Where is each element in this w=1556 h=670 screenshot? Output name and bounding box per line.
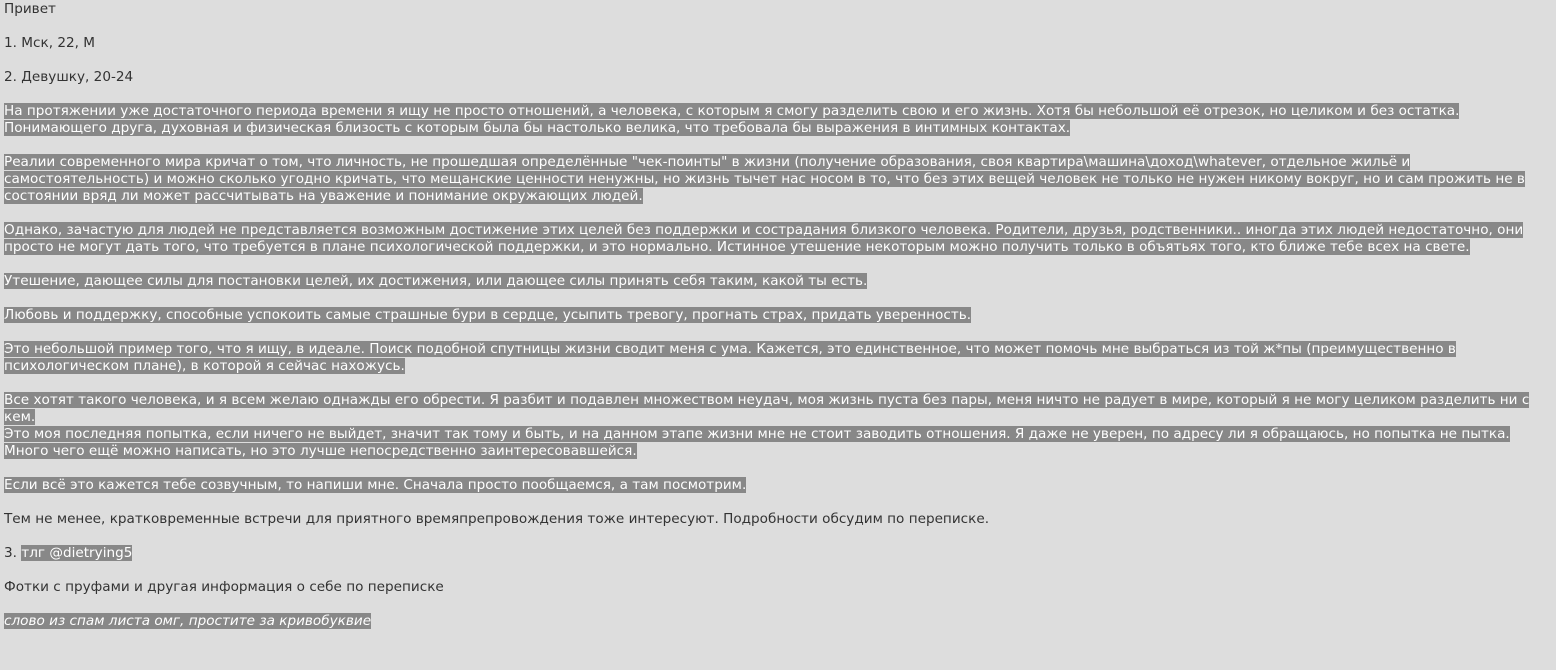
spoiler-text[interactable]: Много чего ещё можно написать, но это лучше непосредственно заинтересовавшейся.: [4, 443, 637, 459]
list-item-contact: [4, 545, 1552, 562]
spoiler-text[interactable]: Реалии современного мира кричат о том, что личность, не прошедшая определённые "чек-поинты" в жизни (получение образования, своя квартира\машина\доход\whatever, отдельное жильё и самостоятельность) и можно сколько угодно кричать, что мещанские ценности ненужны, но жизнь тычет нас носом в то, что без этих вещей человек не только не нужен никому вокруг, но и сам прожить не в состоянии вряд ли может рассчитывать на уважение и понимание окружающих людей.: [4, 154, 1525, 204]
paragraph-intro: [4, 103, 1552, 137]
paragraph-everyone: [4, 392, 1552, 426]
spoiler-text[interactable]: Все хотят такого человека, и я всем желаю однажды его обрести. Я разбит и подавлен множеством неудач, моя жизнь пуста без пары, меня ничто не радует в мире, который я не могу целиком разделить ни с кем.: [4, 392, 1530, 425]
paragraph-comfort: [4, 273, 1552, 290]
spoiler-text[interactable]: Если всё это кажется тебе созвучным, то напиши мне. Сначала просто пообщаемся, а там посмотрим.: [4, 477, 747, 493]
paragraph-photos: Фотки с пруфами и другая информация о себе по переписке: [4, 579, 444, 595]
spoiler-text[interactable]: Утешение, дающее силы для постановки целей, их достижения, или дающее силы принять себя таким, какой ты есть.: [4, 273, 868, 289]
paragraph-support: [4, 222, 1552, 256]
spoiler-text[interactable]: слово из спам листа омг, простите за кривобуквие: [4, 613, 372, 629]
list-item-seeking: 2. Девушку, 20-24: [4, 69, 134, 85]
spoiler-text[interactable]: Однако, зачастую для людей не представляется возможным достижение этих целей без поддержки и сострадания близкого человека. Родители, друзья, родственники.. иногда этих людей недостаточно, они просто не могут дать того, что требуется в плане психологической поддержки, и это нормально. Истинное утешение некоторым можно получить только в объятьях того, кто ближе тебе всех на свете.: [4, 222, 1524, 255]
spoiler-text[interactable]: Это небольшой пример того, что я ищу, в идеале. Поиск подобной спутницы жизни сводит меня с ума. Кажется, это единственное, что может помочь мне выбраться из той ж*пы (преимущественно в психологическом плане), в которой я сейчас нахожусь.: [4, 341, 1456, 374]
spoiler-text[interactable]: Любовь и поддержку, способные успокоить самые страшные бури в сердце, усыпить тревогу, прогнать страх, придать уверенность.: [4, 307, 972, 323]
paragraph-love: [4, 307, 1552, 324]
paragraph-last-attempt: [4, 426, 1552, 443]
paragraph-spam-note: [4, 613, 1552, 630]
paragraph-example: [4, 341, 1552, 375]
greeting-text: Привет: [4, 1, 56, 17]
paragraph-reality: [4, 154, 1552, 205]
spoiler-text[interactable]: На протяжении уже достаточного периода времени я ищу не просто отношений, а человека, с которым я смогу разделить свою и его жизнь. Хотя бы небольшой её отрезок, но целиком и без остатка. Понимающего друга, духовная и физическая близость с которым была бы настолько велика, что требовала бы выражения в интимных контактах.: [4, 103, 1460, 136]
paragraph-write-me: [4, 477, 1552, 494]
spoiler-contact[interactable]: тлг @dietrying5: [21, 545, 133, 561]
list-item-city-age: 1. Мск, 22, М: [4, 35, 96, 51]
list-number: 3.: [4, 545, 22, 561]
paragraph-more: [4, 443, 1552, 460]
spoiler-text[interactable]: Это моя последняя попытка, если ничего не выйдет, значит так тому и быть, и на данном этапе жизни мне не стоит заводить отношения. Я даже не уверен, по адресу ли я обращаюсь, но попытка не пытка.: [4, 426, 1510, 442]
paragraph-short-meetings: Тем не менее, кратковременные встречи для приятного времяпрепровождения тоже интересуют. Подробности обсудим по переписке.: [4, 511, 990, 527]
post-body: [0, 1, 1556, 630]
